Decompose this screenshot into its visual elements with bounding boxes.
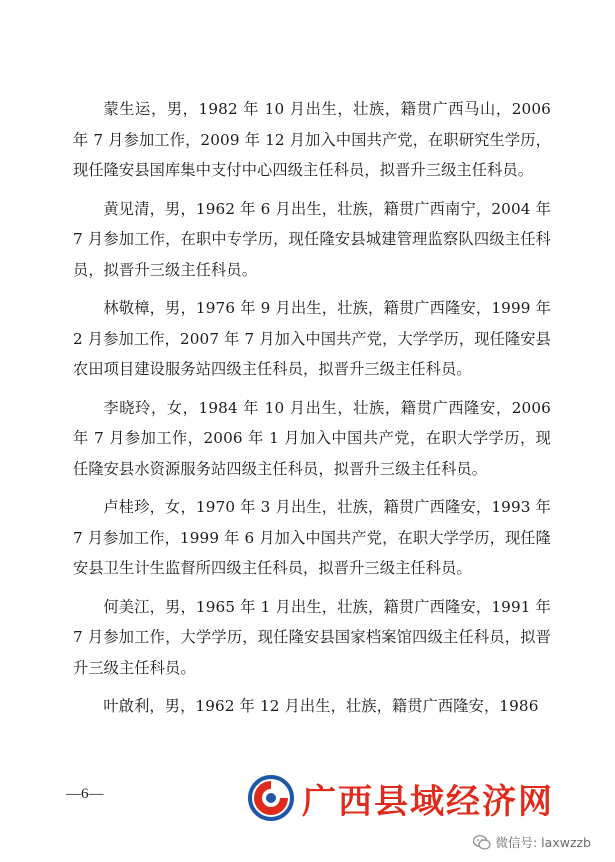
paragraph-meng-shengyun: 蒙生运，男，1982 年 10 月出生，壮族，籍贯广西马山，2006 年 7 月参加工作，2009 年 12 月加入中国共产党，在职研究生学历，现任隆安县国库集中支付中心四级主任科员，拟晋升三级主任科员。 [73, 100, 551, 179]
paragraph-he-meijiang: 何美江，男，1965 年 1 月出生，壮族，籍贯广西隆安，1991 年 7 月参加工作，大学学历，现任隆安县国家档案馆四级主任科员，拟晋升三级主任科员。 [73, 597, 551, 677]
wechat-watermark [473, 833, 592, 851]
paragraph-ye-qili: 叶啟利，男，1962 年 12 月出生，壮族，籍贯广西隆安，1986 [103, 697, 539, 715]
watermark-site-name: 广西县域经济网 [302, 781, 554, 822]
watermark-logo [248, 770, 554, 826]
paragraph-lu-guizhen: 卢桂珍，女，1970 年 3 月出生，壮族，籍贯广西隆安，1993 年 7 月参加工作，1999 年 6 月加入中国共产党，在职大学学历，现任隆安县卫生计生监督所四级主任科员，拟晋升三级主任科员。 [73, 498, 551, 577]
document-body [73, 94, 551, 730]
site-logo-icon [248, 775, 294, 821]
paragraph-lin-jingzhang: 林敬樟，男，1976 年 9 月出生，壮族，籍贯广西隆安，1999 年 2 月参加工作，2007 年 7 月加入中国共产党，大学学历，现任隆安县农田项目建设服务站四级主任科员，拟晋升三级主任科员。 [73, 299, 551, 378]
wechat-icon [473, 835, 491, 850]
paragraph-li-xiaoling: 李晓玲，女，1984 年 10 月出生，壮族，籍贯广西隆安，2006 年 7 月参加工作，2006 年 1 月加入中国共产党，在职大学学历，现任隆安县水资源服务站四级主任科员，拟晋升三级主任科员。 [73, 398, 551, 478]
wechat-id-label: 微信号: laxwzzb [495, 835, 591, 850]
paragraph-huang-jianqing: 黄见清，男，1962 年 6 月出生，壮族，籍贯广西南宁，2004 年 7 月参加工作，在职中专学历，现任隆安县城建管理监察队四级主任科员，拟晋升三级主任科员。 [73, 199, 551, 279]
page-number: —6— [66, 786, 104, 802]
